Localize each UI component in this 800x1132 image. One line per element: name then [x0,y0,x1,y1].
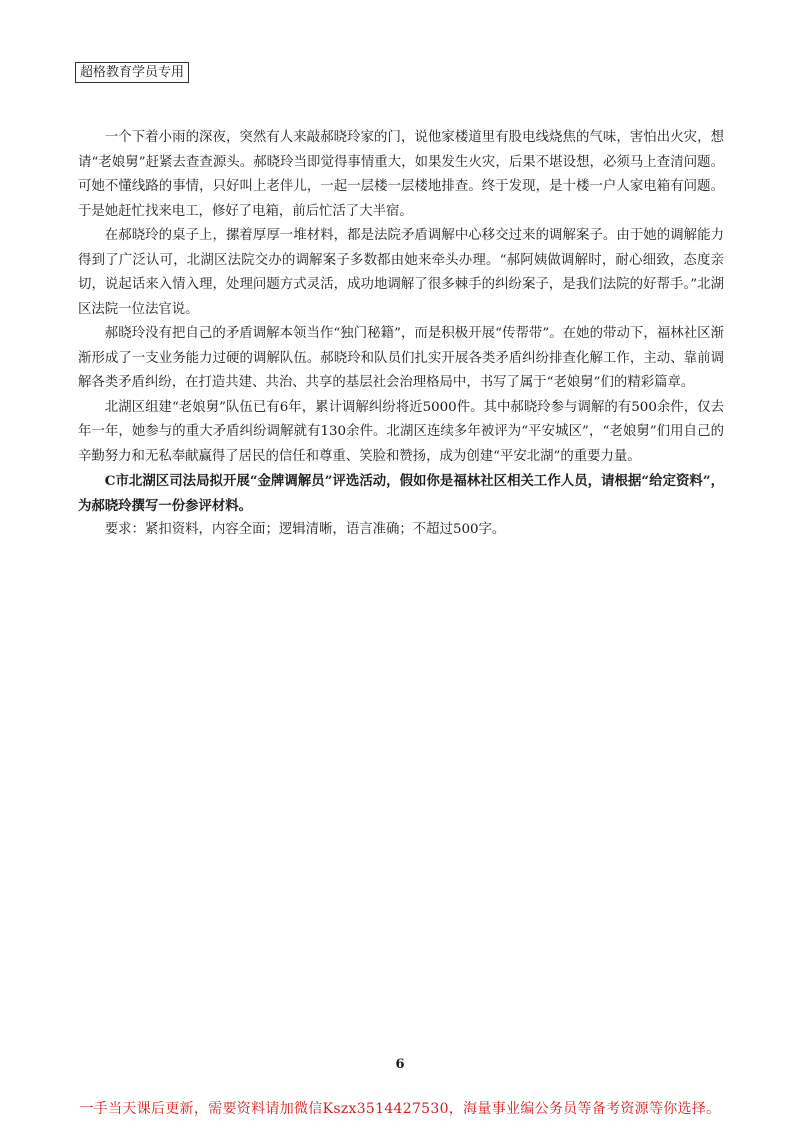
footer-note: 一手当天课后更新，需要资料请加微信Kszx3514427530，海量事业编公务员等备考资源等你选择。 [79,1101,721,1117]
task-requirements: 要求：紧扣资料，内容全面；逻辑清晰，语言准确；不超过500字。 [104,522,506,537]
header-label-box [75,62,189,83]
paragraph-1: 一个下着小雨的深夜，突然有人来敲郝晓玲家的门，说他家楼道里有股电线烧焦的气味，害怕出火灾，想请“老娘舅”赶紧去查查源头。郝晓玲当即觉得事情重大，如果发生火灾，后果不堪设想，必须马上查清问题。可她不懂线路的事情，只好叫上老伴儿，一起一层楼一层楼地排查。终于发现，是十楼一户人家电箱有问题。于是她赶忙找来电工，修好了电箱，前后忙活了大半宿。 [78,130,724,219]
paragraph-4: 北湖区组建“老娘舅”队伍已有6年，累计调解纠纷将近5000件。其中郝晓玲参与调解的有500余件，仅去年一年，她参与的重大矛盾纠纷调解就有130余件。北湖区连续多年被评为“平安城区”，“老娘舅”们用自己的辛勤努力和无私奉献赢得了居民的信任和尊重、笑脸和赞扬，成为创建“平安北湖”的重要力量。 [78,399,724,464]
paragraph-3: 郝晓玲没有把自己的矛盾调解本领当作“独门秘籍”，而是积极开展“传帮带”。在她的带动下，福林社区渐渐形成了一支业务能力过硬的调解队伍。郝晓玲和队员们扎实开展各类矛盾纠纷排查化解工作，主动、靠前调解各类矛盾纠纷，在打造共建、共治、共享的基层社会治理格局中，书写了属于“老娘舅”们的精彩篇章。 [78,326,724,390]
page-number: 6 [395,1057,405,1072]
paragraph-2: 在郝晓玲的桌子上，摞着厚厚一堆材料，都是法院矛盾调解中心移交过来的调解案子。由于她的调解能力得到了广泛认可，北湖区法院交办的调解案子多数都由她来牵头办理。“郝阿姨做调解时，耐心细致，态度亲切，说起话来入情入理，处理问题方式灵活，成功地调解了很多棘手的纠纷案子，是我们法院的好帮手。”北湖区法院一位法官说。 [78,228,724,317]
task-prompt: C市北湖区司法局拟开展“金牌调解员”评选活动，假如你是福林社区相关工作人员，请根据“给定资料”，为郝晓玲撰写一份参评材料。 [78,473,724,514]
document-body [78,126,724,543]
header-label: 超格教育学员专用 [80,65,185,80]
